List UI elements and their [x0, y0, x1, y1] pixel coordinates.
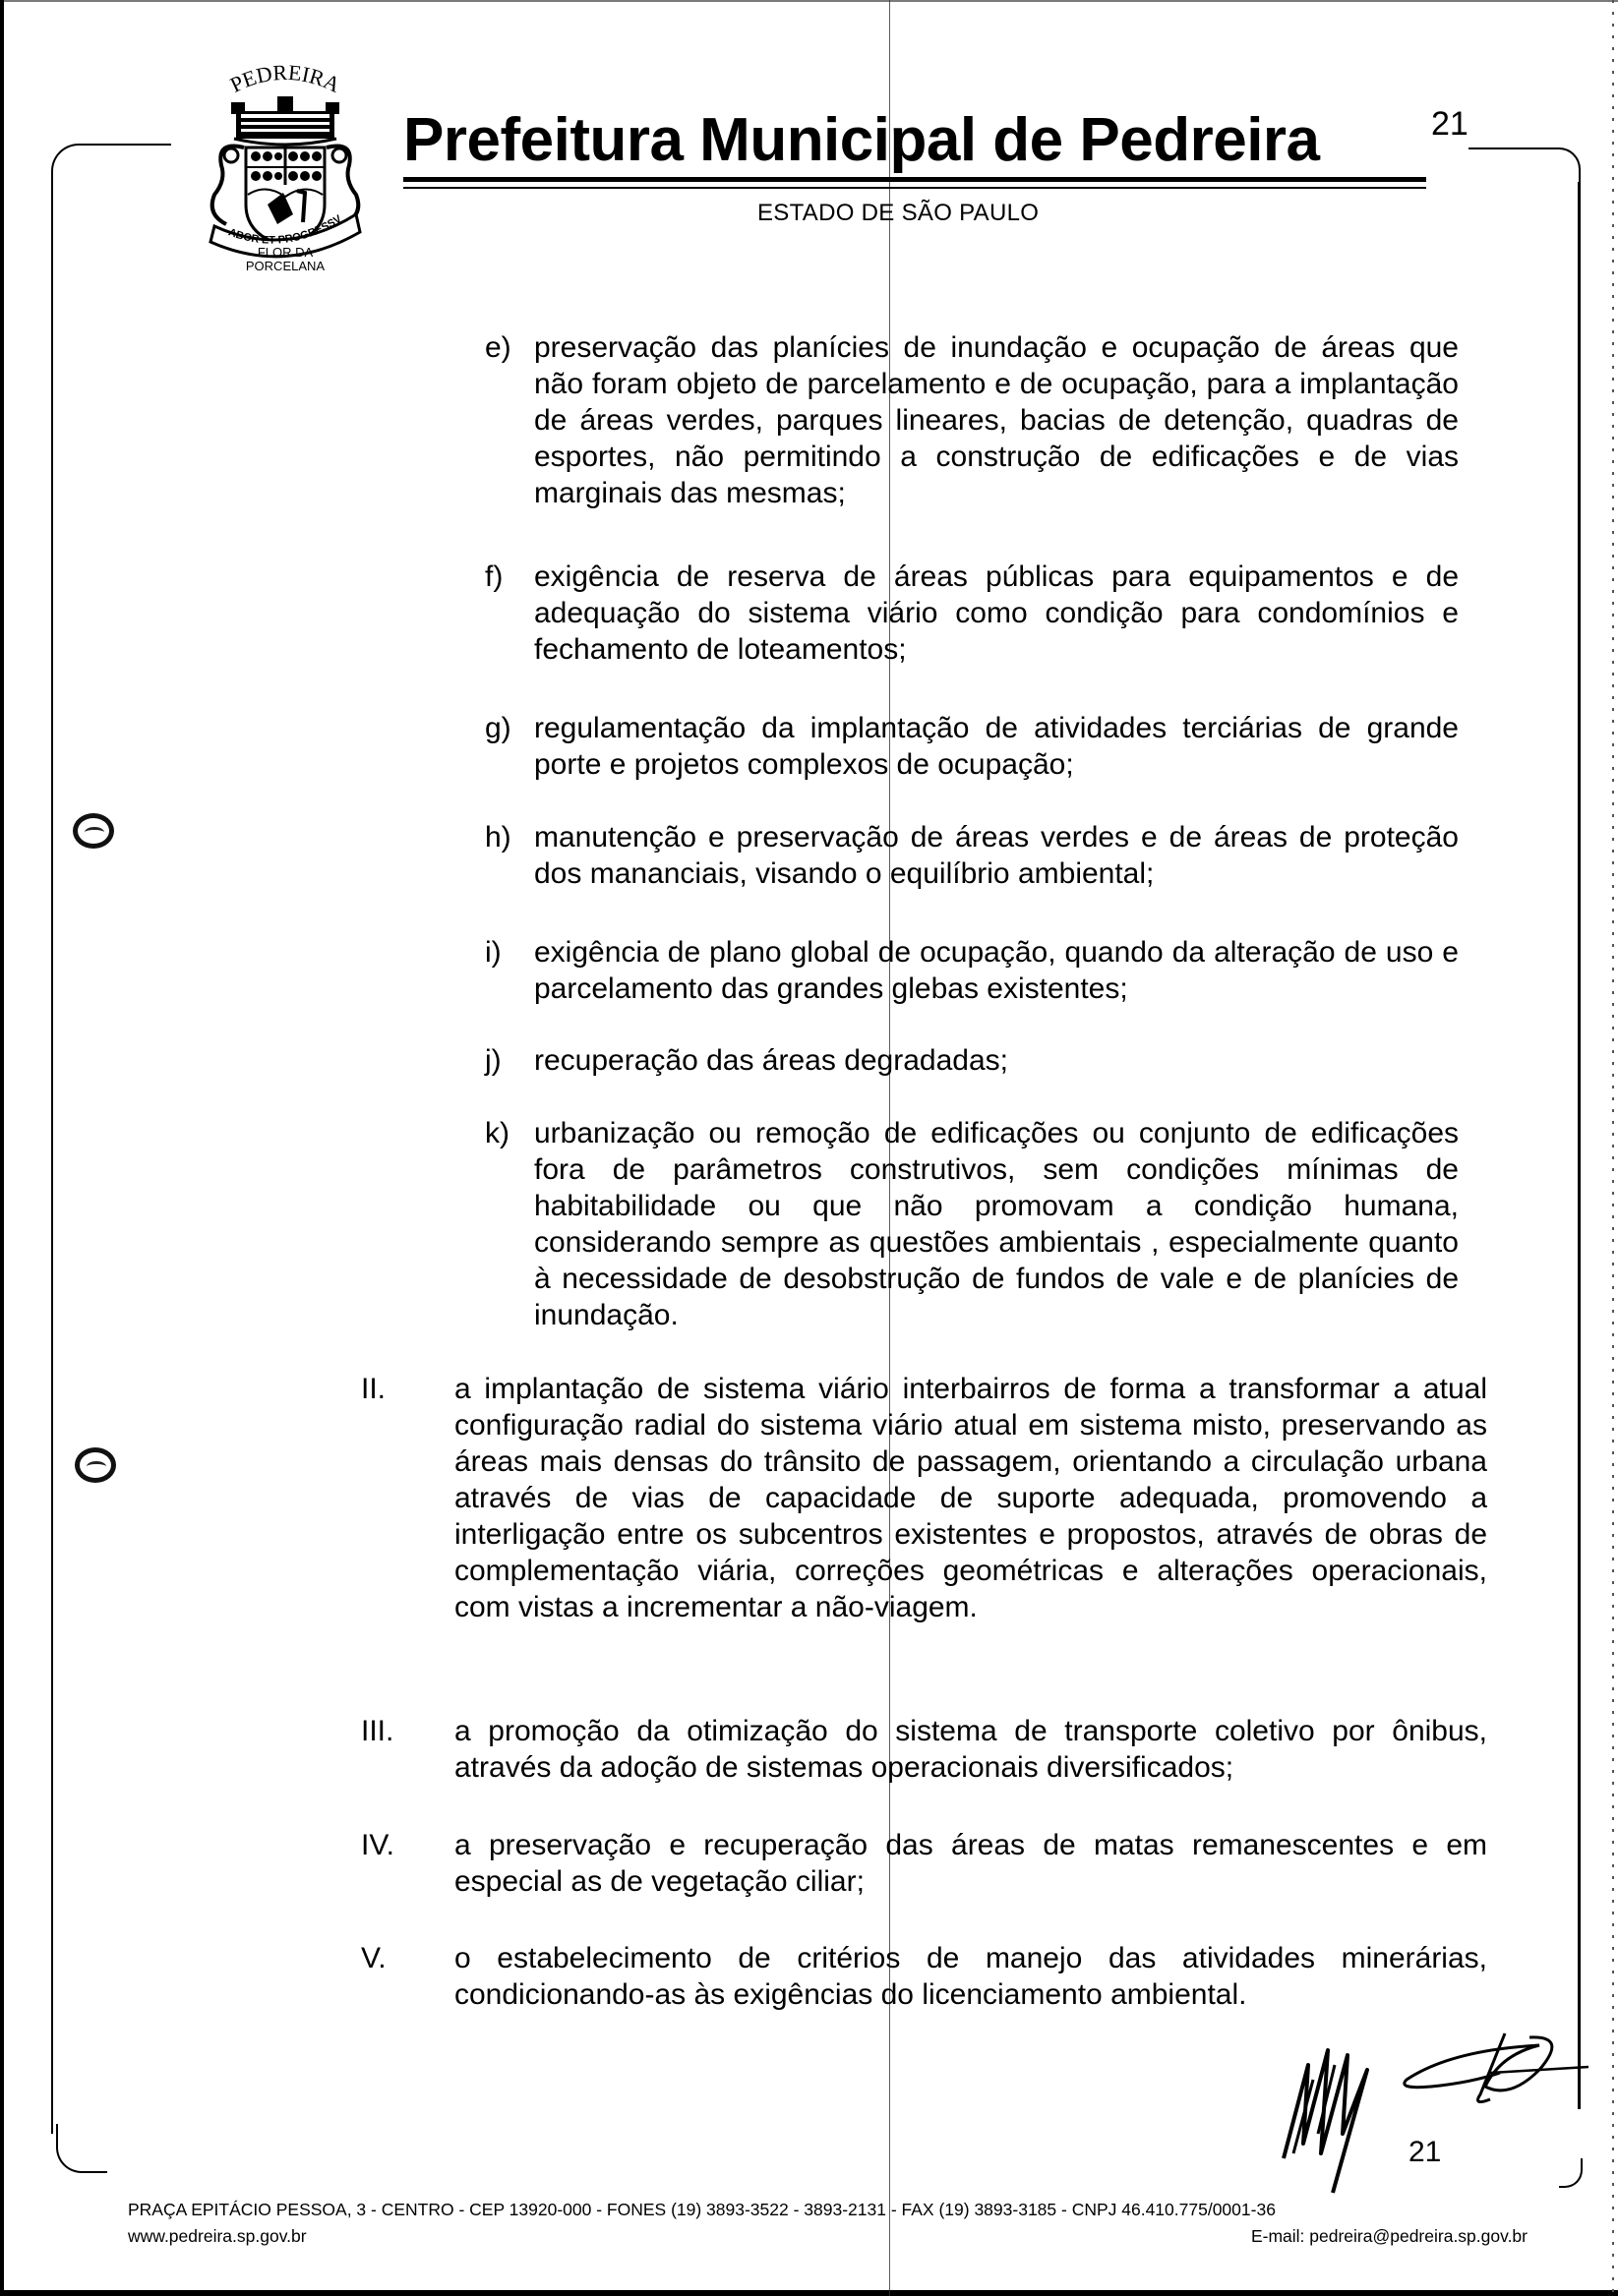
item-label: IV. — [361, 1829, 394, 1861]
item-label: g) — [485, 712, 511, 744]
item-text: o estabelecimento de critérios de manejo das atividades minerárias, condicionando-as às exigências do licenciamento ambiental. — [454, 1942, 1487, 2011]
item-text: a implantação de sistema viário interbairros de forma a transformar a atual configuração radial do sistema viário atual em sistema misto, preservando as áreas mais densas do trânsito de passagem, orientando a circulação urbana através de vias de capacidade de suporte adequada, promovendo a interligação entre os subcentros existentes e propostos, através de obras de complementação viária, correções geométricas e alterações operacionais, com vistas a incrementar a não-viagem. — [454, 1373, 1487, 1623]
punch-hole-mark — [75, 1447, 116, 1483]
footer-email-link[interactable]: E-mail: pedreira@pedreira.sp.gov.br — [1250, 2226, 1528, 2246]
crest-motto-text: ABOR ET PROGRESSV — [226, 212, 344, 247]
scan-edge-bottom — [0, 2290, 1618, 2296]
header-page-number: 21 — [1431, 105, 1468, 143]
footer-address: PRAÇA EPITÁCIO PESSOA, 3 - CENTRO - CEP 13920-000 - FONES (19) 3893-3522 - 3893-2131 - FAX (19) 3893-3185 - CNPJ 46.410.775/0001-36 — [128, 2200, 1276, 2219]
svg-text:PEDREIRA — [226, 60, 344, 97]
item-label: II. — [361, 1373, 387, 1405]
frame-left-border — [51, 236, 53, 2134]
item-label: h) — [485, 821, 511, 854]
punch-hole-mark — [73, 813, 114, 849]
title-rule-thick — [403, 177, 1426, 182]
page-number: 21 — [1408, 2136, 1442, 2168]
item-text: a promoção da otimização do sistema de transporte coletivo por ônibus, através da adoção de sistemas operacionais diversificados; — [454, 1715, 1487, 1784]
footer-website-link[interactable]: www.pedreira.sp.gov.br — [128, 2226, 307, 2246]
crest-caption-line1: FLOR DA — [257, 245, 314, 260]
scan-edge-right — [1612, 0, 1614, 2296]
scan-edge-left — [0, 0, 4, 2296]
item-text: preservação das planícies de inundação e ocupação de áreas que não foram objeto de parcelamento e de ocupação, para a implantação de áreas verdes, parques lineares, bacias de detenção, quadras de esportes, não permitindo a construção de edificações e de vias marginais das mesmas; — [534, 331, 1459, 509]
item-text: a preservação e recuperação das áreas de matas remanescentes e em especial as de vegetação ciliar; — [454, 1829, 1487, 1898]
letterhead-subtitle: ESTADO DE SÃO PAULO — [757, 200, 1040, 226]
item-label: e) — [485, 331, 511, 364]
item-label: j) — [485, 1044, 502, 1077]
frame-right-border — [1578, 182, 1581, 2109]
title-rule-thin — [403, 187, 1426, 189]
frame-corner-bottom-right — [1559, 2158, 1583, 2188]
frame-corner-bottom-left — [56, 2124, 107, 2173]
crest-name-text: PEDREIRA — [225, 59, 344, 97]
item-text: recuperação das áreas degradadas; — [534, 1044, 1008, 1077]
crest-caption — [236, 246, 334, 273]
item-text: manutenção e preservação de áreas verdes e de áreas de proteção dos mananciais, visando o equilíbrio ambiental; — [534, 821, 1459, 890]
item-label: k) — [485, 1117, 509, 1149]
signature-initials-2 — [1392, 2026, 1588, 2114]
frame-corner-top-left — [51, 144, 171, 244]
item-label: f) — [485, 560, 504, 593]
item-text: regulamentação da implantação de atividades terciárias de grande porte e projetos complexos de ocupação; — [534, 712, 1459, 781]
frame-corner-top-right — [1468, 147, 1581, 189]
signature-initials-1 — [1274, 2026, 1382, 2203]
item-text: exigência de plano global de ocupação, quando da alteração de uso e parcelamento das grandes glebas existentes; — [534, 936, 1459, 1005]
item-text: urbanização ou remoção de edificações ou conjunto de edificações fora de parâmetros construtivos, sem condições mínimas de habitabilidade ou que não promovam a condição humana, considerando sempre as questões ambientais , especialmente quanto à necessidade de desobstrução de fundos de vale e de planícies de inundação. — [534, 1117, 1459, 1331]
item-label: V. — [361, 1942, 387, 1974]
item-label: i) — [485, 936, 502, 969]
item-label: III. — [361, 1715, 394, 1747]
scan-edge-top — [0, 0, 1618, 2]
item-text: exigência de reserva de áreas públicas para equipamentos e de adequação do sistema viário como condição para condomínios e fechamento de loteamentos; — [534, 560, 1459, 666]
letterhead-title: Prefeitura Municipal de Pedreira — [403, 106, 1320, 174]
crest-caption-line2: PORCELANA — [245, 259, 326, 273]
